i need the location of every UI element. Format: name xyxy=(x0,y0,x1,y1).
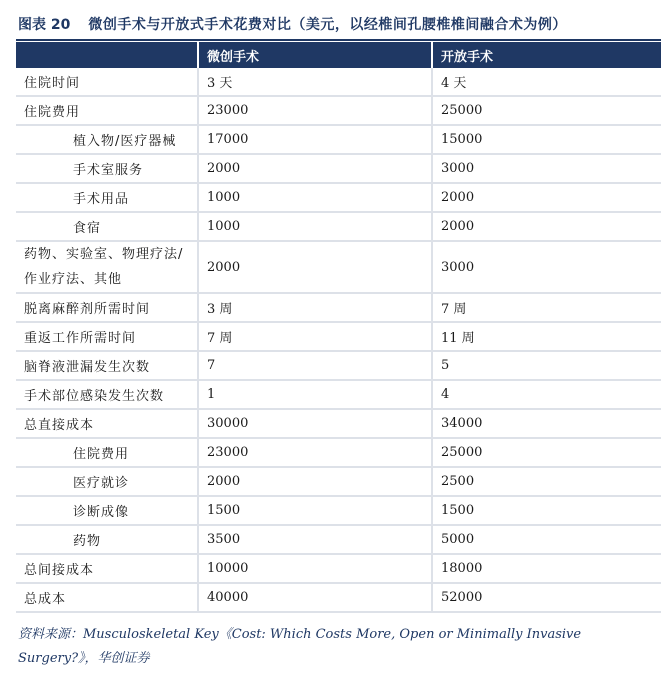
row-item-label: 手术部位感染发生次数 xyxy=(16,380,198,409)
row-open-surgery-value: 5 xyxy=(432,351,661,380)
row-minimally-invasive-value: 1500 xyxy=(198,496,432,525)
row-minimally-invasive-value: 7 周 xyxy=(198,322,432,351)
row-open-surgery-value: 2000 xyxy=(432,183,661,212)
row-open-surgery-value: 1500 xyxy=(432,496,661,525)
table-body xyxy=(16,68,661,612)
table-row xyxy=(16,154,661,183)
row-item-label: 食宿 xyxy=(16,212,198,241)
row-minimally-invasive-value: 1000 xyxy=(198,212,432,241)
row-minimally-invasive-value: 1000 xyxy=(198,183,432,212)
row-item-label: 总成本 xyxy=(16,583,198,612)
table-row xyxy=(16,96,661,125)
title-divider xyxy=(16,39,661,41)
row-minimally-invasive-value: 7 xyxy=(198,351,432,380)
row-item-label: 住院时间 xyxy=(16,68,198,96)
table-row xyxy=(16,183,661,212)
table-row xyxy=(16,438,661,467)
row-open-surgery-value: 2500 xyxy=(432,467,661,496)
row-minimally-invasive-value: 3500 xyxy=(198,525,432,554)
table-row xyxy=(16,583,661,612)
row-item-label: 药物、实验室、物理疗法/作业疗法、其他 xyxy=(16,241,198,293)
header-open-surgery: 开放手术 xyxy=(432,42,661,68)
row-minimally-invasive-value: 23000 xyxy=(198,96,432,125)
table-row xyxy=(16,125,661,154)
figure-number: 图表 20 xyxy=(18,17,71,33)
table-row xyxy=(16,351,661,380)
row-open-surgery-value: 18000 xyxy=(432,554,661,583)
table-row xyxy=(16,241,661,293)
row-item-label: 总直接成本 xyxy=(16,409,198,438)
table-row xyxy=(16,68,661,96)
header-item xyxy=(16,42,198,68)
row-minimally-invasive-value: 3 周 xyxy=(198,293,432,322)
row-minimally-invasive-value: 23000 xyxy=(198,438,432,467)
table-row xyxy=(16,212,661,241)
row-open-surgery-value: 34000 xyxy=(432,409,661,438)
row-item-label: 脑脊液泄漏发生次数 xyxy=(16,351,198,380)
table-row xyxy=(16,322,661,351)
row-item-label: 手术室服务 xyxy=(16,154,198,183)
row-item-label: 诊断成像 xyxy=(16,496,198,525)
cost-comparison-table xyxy=(16,42,661,613)
row-open-surgery-value: 25000 xyxy=(432,96,661,125)
row-open-surgery-value: 2000 xyxy=(432,212,661,241)
row-open-surgery-value: 15000 xyxy=(432,125,661,154)
source-note: 资料来源：Musculoskeletal Key《Cost: Which Costs More, Open or Minimally Invasive Surgery?》，华创证券 xyxy=(18,627,582,666)
figure-title xyxy=(18,14,658,34)
figure-title-text: 微创手术与开放式手术花费对比（美元，以经椎间孔腰椎椎间融合术为例） xyxy=(88,17,567,33)
table-row xyxy=(16,496,661,525)
row-minimally-invasive-value: 2000 xyxy=(198,154,432,183)
table-row xyxy=(16,293,661,322)
row-item-label: 植入物/医疗器械 xyxy=(16,125,198,154)
row-open-surgery-value: 4 天 xyxy=(432,68,661,96)
table-row xyxy=(16,525,661,554)
row-minimally-invasive-value: 1 xyxy=(198,380,432,409)
row-item-label: 重返工作所需时间 xyxy=(16,322,198,351)
row-minimally-invasive-value: 2000 xyxy=(198,241,432,293)
row-open-surgery-value: 3000 xyxy=(432,241,661,293)
header-minimally-invasive: 微创手术 xyxy=(198,42,432,68)
row-item-label: 医疗就诊 xyxy=(16,467,198,496)
row-item-label: 药物 xyxy=(16,525,198,554)
table-row xyxy=(16,409,661,438)
row-minimally-invasive-value: 40000 xyxy=(198,583,432,612)
row-item-label: 住院费用 xyxy=(16,438,198,467)
row-item-label: 总间接成本 xyxy=(16,554,198,583)
table-row xyxy=(16,380,661,409)
row-minimally-invasive-value: 10000 xyxy=(198,554,432,583)
row-minimally-invasive-value: 30000 xyxy=(198,409,432,438)
table-header-row xyxy=(16,42,661,68)
row-minimally-invasive-value: 3 天 xyxy=(198,68,432,96)
row-open-surgery-value: 25000 xyxy=(432,438,661,467)
row-item-label: 住院费用 xyxy=(16,96,198,125)
row-minimally-invasive-value: 2000 xyxy=(198,467,432,496)
table-row xyxy=(16,554,661,583)
row-item-label: 手术用品 xyxy=(16,183,198,212)
row-open-surgery-value: 5000 xyxy=(432,525,661,554)
row-open-surgery-value: 7 周 xyxy=(432,293,661,322)
row-open-surgery-value: 4 xyxy=(432,380,661,409)
row-minimally-invasive-value: 17000 xyxy=(198,125,432,154)
row-open-surgery-value: 3000 xyxy=(432,154,661,183)
row-open-surgery-value: 52000 xyxy=(432,583,661,612)
row-item-label: 脱离麻醉剂所需时间 xyxy=(16,293,198,322)
row-open-surgery-value: 11 周 xyxy=(432,322,661,351)
table-row xyxy=(16,467,661,496)
